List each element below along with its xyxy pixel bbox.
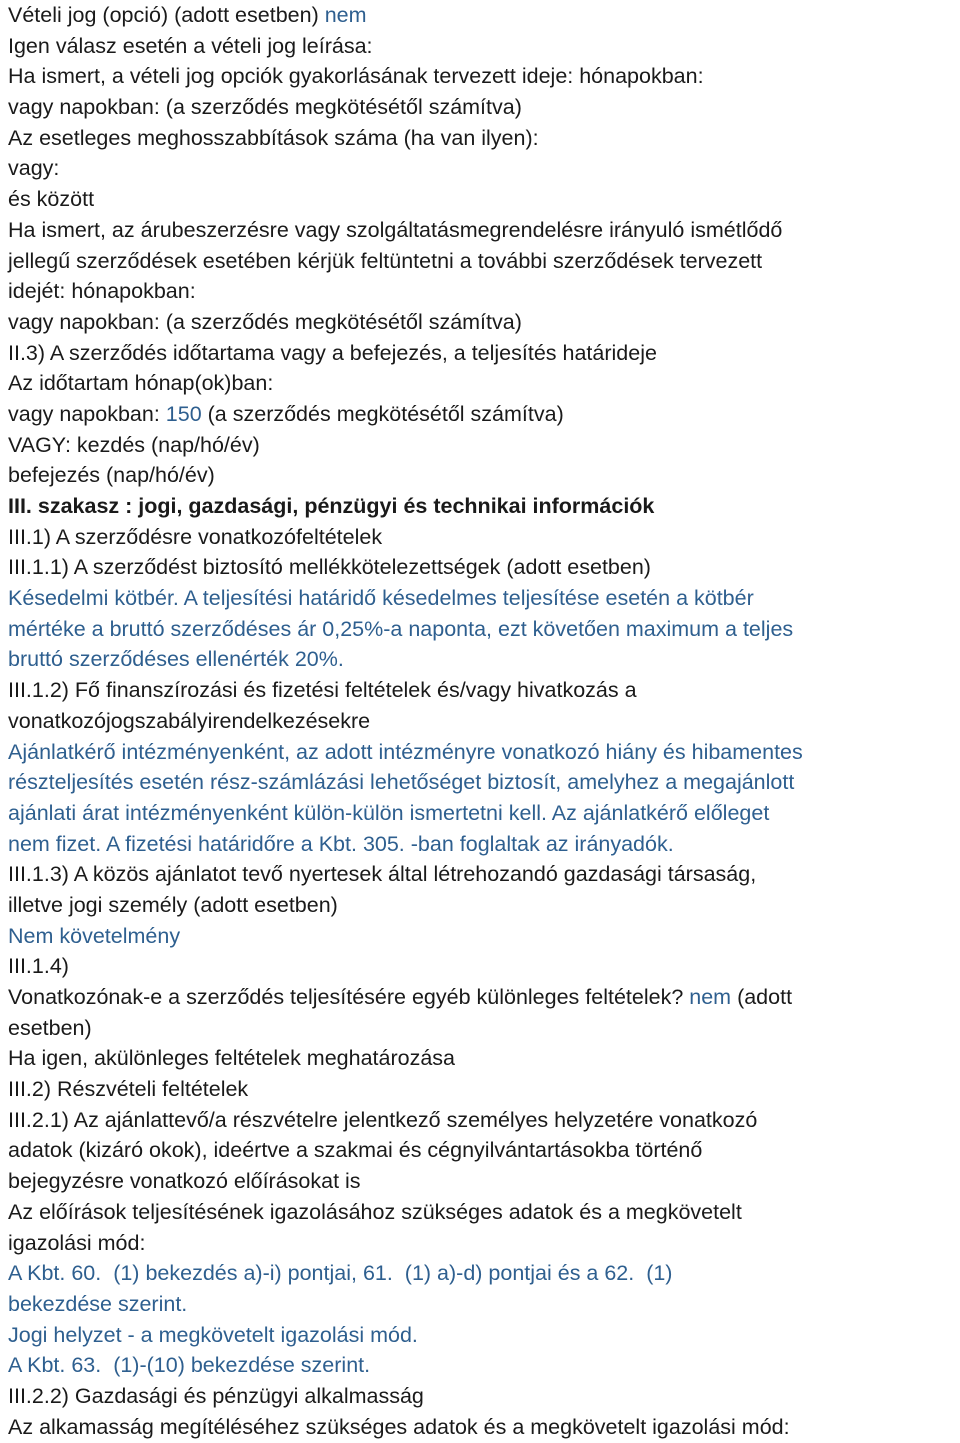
kbt-63-line-text-0: A Kbt. 63.	[8, 1353, 108, 1378]
kbt-60-line-1-text-0: A Kbt. 60.	[8, 1261, 108, 1286]
section-iii21-heading-2	[8, 1135, 956, 1166]
section-iii13-heading-2	[8, 890, 956, 921]
duration-days-line	[8, 399, 956, 430]
duration-days-line-text-1: 150	[165, 401, 202, 426]
section-iii21-heading-2-text-0: adatok (kizáró okok), ideértve a szakmai és cégnyilvántartásokba történő	[8, 1138, 703, 1163]
required-data-line-2-text-0: igazolási mód:	[8, 1230, 146, 1255]
financing-line-3	[8, 798, 956, 829]
kbt-60-line-1-text-2: (1) a)-d) pontjai és a 62.	[398, 1261, 641, 1286]
required-data-line-2	[8, 1228, 956, 1259]
financing-line-2-text-0: részteljesítés esetén rész-számlázási lehetőséget biztosít, amelyhez a megajánlott	[8, 770, 795, 795]
option-planned-time-line-text-0: Ha ismert, a vételi jog opciók gyakorlásának tervezett ideje: hónapokban:	[8, 64, 704, 89]
section-iii21-heading-3	[8, 1166, 956, 1197]
kbt-60-line-2	[8, 1289, 956, 1320]
section-iii12-heading-2-text-0: vonatkozójogszabályirendelkezésekre	[8, 708, 371, 733]
recurring-contracts-line-2-text-0: jellegű szerződések esetében kérjük feltüntetni a további szerződések tervezett	[8, 248, 763, 273]
extensions-count-line	[8, 123, 956, 154]
financing-line-2	[8, 767, 956, 798]
special-conditions-define-line	[8, 1043, 956, 1074]
section-iii12-heading-2	[8, 706, 956, 737]
duration-months-line-text-0: Az időtartam hónap(ok)ban:	[8, 371, 274, 396]
section-ii3-heading-text-0: II.3) A szerződés időtartama vagy a befejezés, a teljesítés határideje	[8, 340, 657, 365]
financing-line-1-text-0: Ajánlatkérő intézményenként, az adott intézményre vonatkozó hiány és hibamentes	[8, 739, 803, 764]
option-days-line-text-0: vagy napokban: (a szerződés megkötésétől számítva)	[8, 95, 522, 120]
call-option-line-text-0: Vételi jog (opció) (adott esetben)	[8, 3, 325, 27]
penalty-line-1-text-0: Késedelmi kötbér. A teljesítési határidő késedelmes teljesítése esetén a kötbér	[8, 586, 754, 611]
section-iii21-heading-3-text-0: bejegyzésre vonatkozó előírásokat is	[8, 1169, 361, 1194]
section-iii12-heading-1-text-0: III.1.2) Fő finanszírozási és fizetési feltételek és/vagy hivatkozás a	[8, 678, 637, 703]
section-iii2-heading-text-0: III.2) Részvételi feltételek	[8, 1077, 249, 1102]
document-body	[8, 0, 956, 1442]
kbt-60-line-2-text-0: bekezdése szerint.	[8, 1291, 188, 1316]
section-ii3-heading	[8, 338, 956, 369]
recurring-contracts-line-1	[8, 215, 956, 246]
required-data-line-1-text-0: Az előírások teljesítésének igazolásához szükséges adatok és a megkövetelt	[8, 1199, 742, 1224]
section-iii2-heading	[8, 1074, 956, 1105]
section-iii13-heading-1-text-0: III.1.3) A közös ajánlatot tevő nyertesek által létrehozandó gazdasági társaság,	[8, 862, 757, 887]
section-iii1-heading	[8, 522, 956, 553]
between-line-text-0: és között	[8, 187, 95, 212]
section-iii1-heading-text-0: III.1) A szerződésre vonatkozófeltételek	[8, 524, 383, 549]
financing-line-4-text-0: nem fizet. A fizetési határidőre a Kbt. 305.	[8, 831, 411, 856]
penalty-line-3	[8, 644, 956, 675]
special-conditions-line-1-text-0: Vonatkozónak-e a szerződés teljesítésére egyéb különleges feltételek?	[8, 985, 690, 1009]
option-days-line	[8, 92, 956, 123]
or-line	[8, 153, 956, 184]
legal-status-line	[8, 1320, 956, 1351]
penalty-line-3-text-0: bruttó szerződéses ellenérték 20%.	[8, 647, 344, 672]
section-iii12-heading-1	[8, 675, 956, 706]
start-date-line	[8, 430, 956, 461]
financing-line-1	[8, 737, 956, 768]
recurring-days-line-text-0: vagy napokban: (a szerződés megkötésétől számítva)	[8, 309, 522, 334]
kbt-63-line	[8, 1350, 956, 1381]
option-description-line-text-0: Igen válasz esetén a vételi jog leírása:	[8, 33, 373, 58]
section-iii22-heading	[8, 1381, 956, 1412]
section-iii21-heading-1-text-0: III.2.1) Az ajánlattevő/a részvételre jelentkező személyes helyzetére vonatkozó	[8, 1107, 758, 1132]
section-iii11-heading-text-0: III.1.1) A szerződést biztosító mellékkötelezettségek (adott esetben)	[8, 555, 651, 580]
kbt-60-line-1-text-3: (1)	[640, 1261, 673, 1286]
or-line-text-0: vagy:	[8, 156, 60, 181]
section-iii-heading-text-0: III. szakasz : jogi, gazdasági, pénzügyi és technikai információk	[8, 494, 655, 518]
section-iii14-heading-text-0: III.1.4)	[8, 954, 69, 979]
suitability-data-line	[8, 1412, 956, 1443]
call-option-line	[8, 0, 956, 31]
recurring-contracts-line-3	[8, 276, 956, 307]
penalty-line-2	[8, 614, 956, 645]
kbt-60-line-1	[8, 1258, 956, 1289]
recurring-contracts-line-1-text-0: Ha ismert, az árubeszerzésre vagy szolgáltatásmegrendelésre irányuló ismétlődő	[8, 217, 783, 242]
section-iii13-heading-1	[8, 859, 956, 890]
special-conditions-line-1-text-1: nem	[689, 985, 732, 1009]
option-planned-time-line	[8, 61, 956, 92]
recurring-contracts-line-3-text-0: idejét: hónapokban:	[8, 279, 196, 304]
financing-line-4	[8, 829, 956, 860]
between-line	[8, 184, 956, 215]
suitability-data-line-text-0: Az alkamasság megítéléséhez szükséges adatok és a megkövetelt igazolási mód:	[8, 1414, 790, 1439]
special-conditions-line-2	[8, 1013, 956, 1044]
section-iii13-heading-2-text-0: illetve jogi személy (adott esetben)	[8, 892, 338, 917]
special-conditions-define-line-text-0: Ha igen, akülönleges feltételek meghatározása	[8, 1046, 456, 1071]
kbt-63-line-text-1: (1)-(10) bekezdése szerint.	[107, 1353, 371, 1378]
section-iii14-heading	[8, 951, 956, 982]
option-description-line	[8, 31, 956, 62]
financing-line-4-text-1: -ban foglaltak az irányadók.	[410, 831, 674, 856]
start-date-line-text-0: VAGY: kezdés (nap/hó/év)	[8, 432, 260, 457]
not-required-line-text-0: Nem követelmény	[8, 923, 181, 948]
special-conditions-line-1-text-2: (adott	[731, 985, 793, 1009]
section-iii21-heading-1	[8, 1105, 956, 1136]
required-data-line-1	[8, 1197, 956, 1228]
duration-months-line	[8, 368, 956, 399]
recurring-contracts-line-2	[8, 246, 956, 277]
section-iii-heading	[8, 491, 956, 522]
financing-line-3-text-0: ajánlati árat intézményenként külön-külön ismertetni kell. Az ajánlatkérő előleget	[8, 800, 770, 825]
special-conditions-line-2-text-0: esetben)	[8, 1015, 92, 1040]
not-required-line	[8, 921, 956, 952]
section-iii22-heading-text-0: III.2.2) Gazdasági és pénzügyi alkalmasság	[8, 1383, 424, 1408]
end-date-line-text-0: befejezés (nap/hó/év)	[8, 463, 215, 488]
extensions-count-line-text-0: Az esetleges meghosszabbítások száma (ha van ilyen):	[8, 125, 539, 150]
penalty-line-1	[8, 583, 956, 614]
recurring-days-line	[8, 307, 956, 338]
kbt-60-line-1-text-1: (1) bekezdés a)-i) pontjai, 61.	[107, 1261, 399, 1286]
duration-days-line-text-0: vagy napokban:	[8, 401, 166, 426]
call-option-line-text-1: nem	[324, 3, 367, 27]
end-date-line	[8, 460, 956, 491]
legal-status-line-text-0: Jogi helyzet - a megkövetelt igazolási mód.	[8, 1322, 418, 1347]
special-conditions-line-1	[8, 982, 956, 1013]
section-iii11-heading	[8, 552, 956, 583]
duration-days-line-text-2: (a szerződés megkötésétől számítva)	[201, 401, 564, 426]
penalty-line-2-text-0: mértéke a bruttó szerződéses ár 0,25%-a naponta, ezt követően maximum a teljes	[8, 616, 794, 641]
